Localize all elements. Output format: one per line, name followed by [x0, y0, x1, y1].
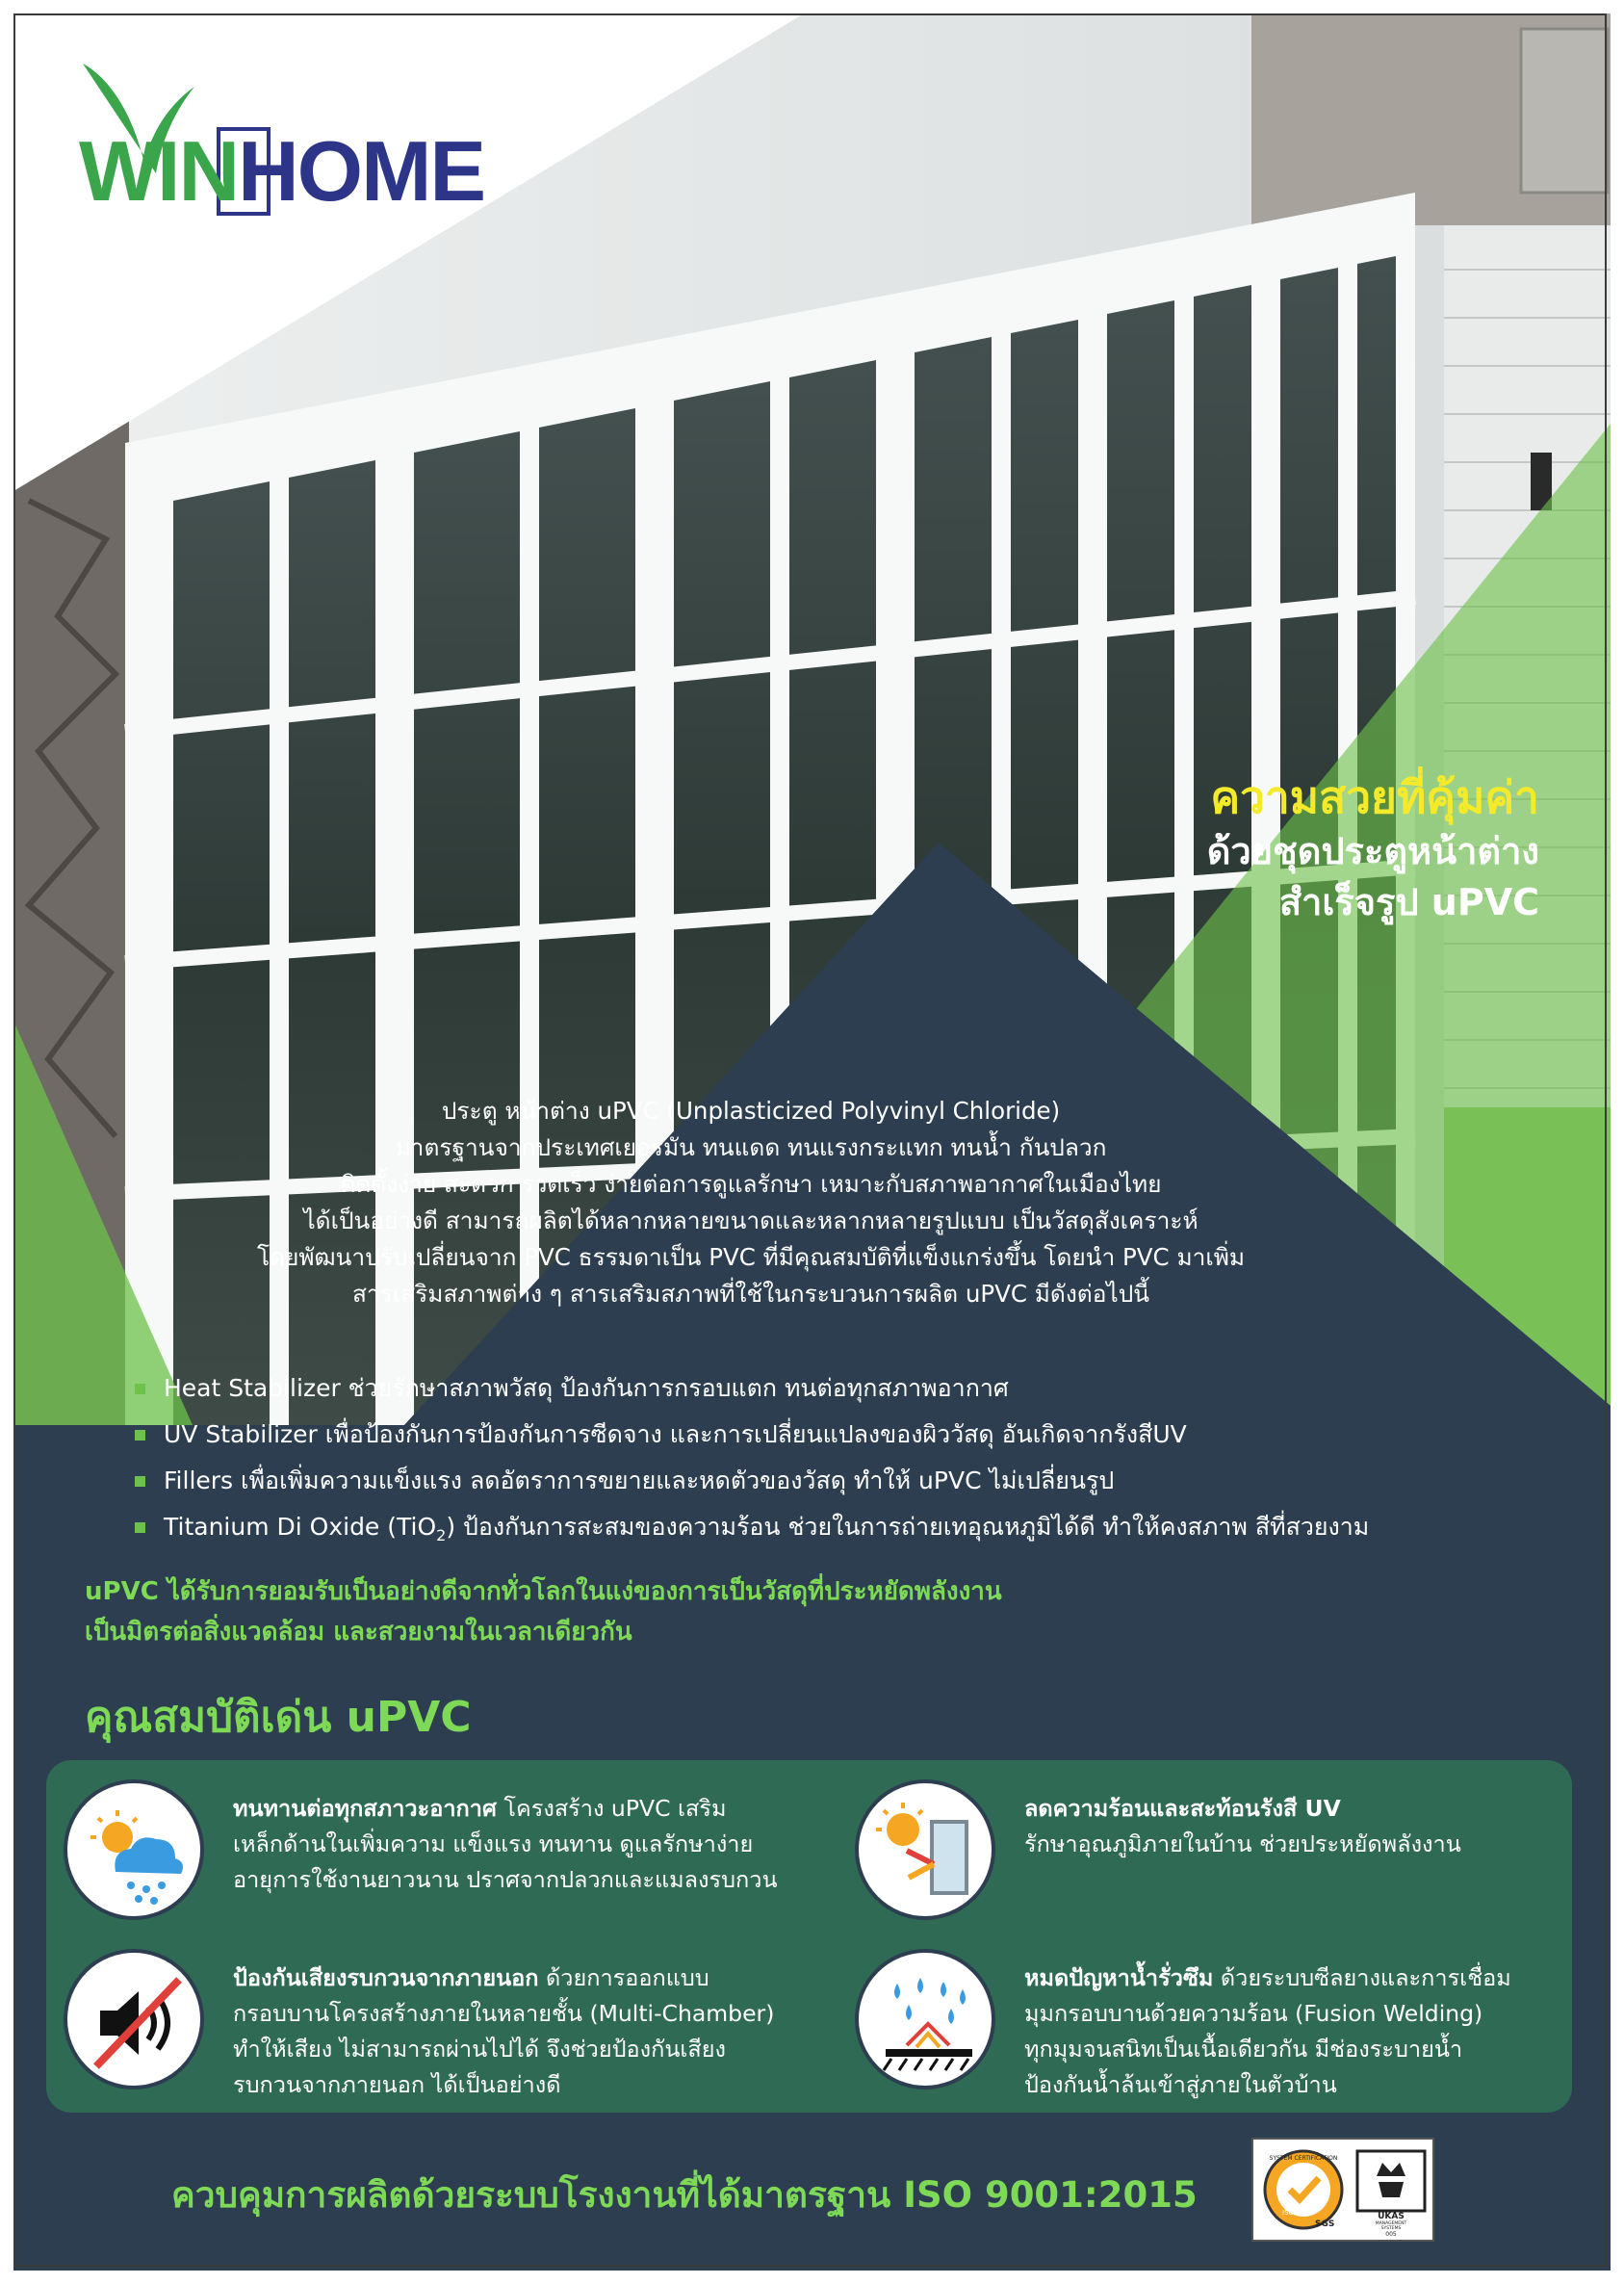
intro-line: ประตู หน้าต่าง uPVC (Unplasticized Polyvinyl Chloride): [441, 1097, 1061, 1125]
intro-line: โดยพัฒนาปรับเปลี่ยนจาก PVC ธรรมดาเป็น PVC ที่มีคุณสมบัติที่แข็งแกร่งขึ้น โดยนำ PVC มาเพิ่ม: [256, 1243, 1246, 1271]
winhome-logo: [79, 58, 485, 221]
headline-line1: ความสวยที่คุ้มค่า: [1210, 771, 1539, 823]
svg-text:SYSTEM CERTIFICATION: SYSTEM CERTIFICATION: [1269, 2155, 1338, 2162]
headline-line3: สำเร็จรูป uPVC: [1278, 880, 1539, 923]
headline: [1207, 770, 1539, 928]
feature-text: หมดปัญหาน้ำรั่วซึม ด้วยระบบซีลยางและการเชื่อม มุมกรอบบานด้วยความร้อน (Fusion Welding) ทุกมุมจนสนิทเป็นเนื้อเดียวกัน มีช่องระบายน้ำ ป้องกันน้ำล้นเข้าสู่ภายในตัวบ้าน: [1024, 1964, 1511, 2098]
certification-logos: [1251, 2138, 1434, 2242]
list-item: Titanium Di Oxide (TiO$_2$) ป้องกันการสะสมของความร้อน ช่วยในการถ่ายเทอุณหภูมิได้ดี ทำให้คงสภาพ สีที่สวยงาม: [135, 1504, 1369, 1559]
additive-list: [135, 1365, 1369, 1559]
feature-text: ทนทานต่อทุกสภาวะอากาศ โครงสร้าง uPVC เสริม เหล็กด้านในเพิ่มความ แข็งแรง ทนทาน ดูแลรักษาง่าย อายุการใช้งานยาวนาน ปราศจากปลวกและแมลงรบกวน: [233, 1795, 778, 1893]
intro-line: ติดตั้งง่าย สะดวก รวดเร็ว ง่ายต่อการดูแลรักษา เหมาะกับสภาพอากาศในเมืองไทย: [340, 1170, 1162, 1198]
sgs-iso-seal-icon: [1261, 2147, 1346, 2232]
logo-home: HOME: [238, 123, 485, 219]
list-item: Fillers เพื่อเพิ่มความแข็งแรง ลดอัตราการขยายและหดตัวของวัสดุ ทำให้ uPVC ไม่เปลี่ยนรูป: [135, 1458, 1369, 1504]
feature-text: ลดความร้อนและสะท้อนรังสี UV รักษาอุณภูมิภายในบ้าน ช่วยประหยัดพลังงาน: [1024, 1795, 1461, 1857]
svg-text:SYSTEMS: SYSTEMS: [1380, 2226, 1402, 2231]
bullet-square-icon: [135, 1522, 145, 1533]
intro-paragraph: [154, 1093, 1348, 1312]
bullet-square-icon: [135, 1384, 145, 1394]
list-item: UV Stabilizer เพื่อป้องกันการป้องกันการซีดจาง และการเปลี่ยนแปลงของผิววัสดุ อันเกิดจากรังสีUV: [135, 1412, 1369, 1458]
intro-line: มาตรฐานจากประเทศเยอรมัน ทนแดด ทนแรงกระแทก ทนน้ำ กันปลวก: [395, 1133, 1107, 1161]
weather-icon: [64, 1779, 204, 1920]
mute-sound-icon: [64, 1949, 204, 2089]
feature-title: หมดปัญหาน้ำรั่วซึม: [1024, 1964, 1214, 1991]
note-line: เป็นมิตรต่อสิ่งแวดล้อม และสวยงามในเวลาเดียวกัน: [85, 1618, 632, 1647]
svg-text:SGS: SGS: [1315, 2219, 1335, 2229]
upvc-note: [85, 1571, 1002, 1652]
logo-win: WIN: [79, 123, 239, 219]
svg-text:UKAS: UKAS: [1378, 2212, 1405, 2221]
feature-title: ทนทานต่อทุกสภาวะอากาศ: [233, 1795, 497, 1822]
bullet-square-icon: [135, 1476, 145, 1487]
list-item: Heat Stabilizer ช่วยรักษาสภาพวัสดุ ป้องกันการกรอบแตก ทนต่อทุกสภาพอากาศ: [135, 1365, 1369, 1412]
intro-line: ได้เป็นอย่างดี สามารถผลิตได้หลากหลายขนาดและหลากหลายรูปแบบ เป็นวัสดุสังเคราะห์: [303, 1207, 1199, 1234]
feature-title: ป้องกันเสียงรบกวนจากภายนอก: [233, 1964, 539, 1991]
sun-window-icon: [855, 1779, 995, 1920]
iso-footer: ควบคุมการผลิตด้วยระบบโรงงานที่ได้มาตรฐาน ISO 9001:2015: [171, 2174, 1198, 2216]
intro-line: สารเสริมสภาพต่าง ๆ สารเสริมสภาพที่ใช้ในกระบวนการผลิต uPVC มีดังต่อไปนี้: [351, 1280, 1150, 1308]
features-panel: [46, 1760, 1572, 2113]
water-drop-icon: [855, 1949, 995, 2089]
svg-text:ISO 9001: ISO 9001: [1282, 2209, 1314, 2217]
logo-wordmark: [79, 123, 485, 219]
svg-text:MANAGEMENT: MANAGEMENT: [1375, 2221, 1407, 2226]
features-title: คุณสมบัติเด่น uPVC: [85, 1693, 472, 1742]
ukas-crown-icon: [1353, 2147, 1429, 2236]
svg-text:005: 005: [1385, 2231, 1397, 2236]
bullet-square-icon: [135, 1430, 145, 1440]
headline-line2: ด้วยชุดประตูหน้าต่าง: [1206, 829, 1539, 872]
feature-title: ลดความร้อนและสะท้อนรังสี UV: [1024, 1795, 1341, 1822]
note-line: uPVC ได้รับการยอมรับเป็นอย่างดีจากทั่วโลกในแง่ของการเป็นวัสดุที่ประหยัดพลังงาน: [85, 1577, 1002, 1606]
feature-text: ป้องกันเสียงรบกวนจากภายนอก ด้วยการออกแบบ กรอบบานโครงสร้างภายในหลายชั้น (Multi-Chamber) ทำให้เสียง ไม่สามารถผ่านไปได้ จึงช่วยป้องกันเสียง รบกวนจากภายนอก ได้เป็นอย่างดี: [233, 1964, 775, 2098]
